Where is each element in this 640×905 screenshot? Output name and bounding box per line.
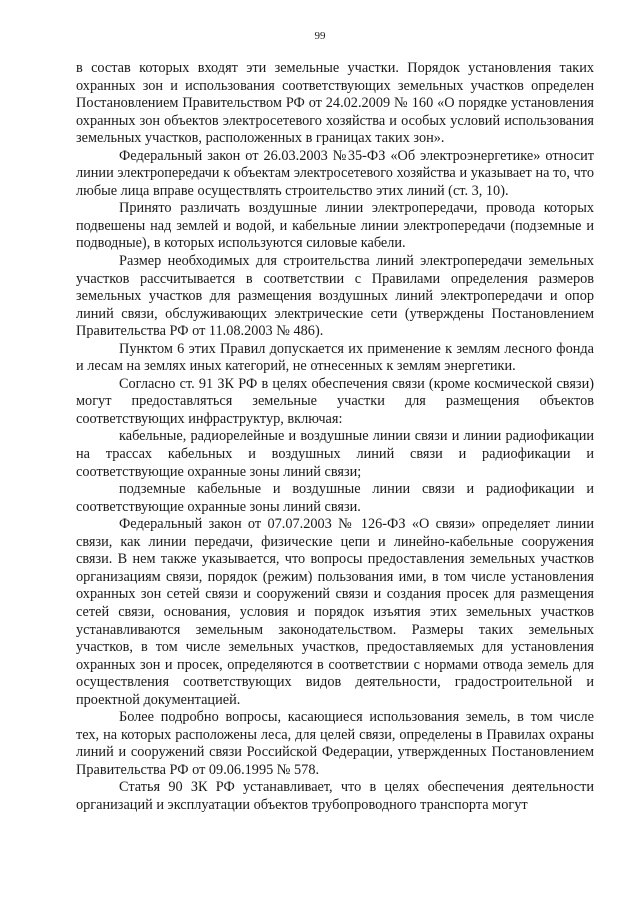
- paragraph-article-91: Согласно ст. 91 ЗК РФ в целях обеспечения связи (кроме космической связи) могут предоставляться земельные участки для размещения объектов соответствующих инфраструктур, включая:: [76, 375, 594, 427]
- paragraph-protection-rules: Более подробно вопросы, касающиеся использования земель, в том числе тех, на которых расположены леса, для целей связи, определены в Правилах охраны линий и сооружений связи Российской Федерации, утвержденных Постановлением Правительства РФ от 09.06.1995 № 578.: [76, 709, 594, 778]
- paragraph-line-types: Принято различать воздушные линии электропередачи, провода которых подвешены над землей и водой, и кабельные линии электропередачи (подземные и подводные), в которых используются силовые кабели.: [76, 200, 594, 252]
- page-number: 99: [314, 30, 326, 42]
- paragraph-underground-lines: подземные кабельные и воздушные линии связи и радиофикации и соответствующие охранные зоны линий связи.: [76, 481, 594, 515]
- paragraph-communications-law: Федеральный закон от 07.07.2003 № 126-ФЗ «О связи» определяет линии связи, как линии передачи, физические цепи и линейно-кабельные сооружения связи. В нем также указывается, что вопросы предоставления земельных участков организациям связи, порядок (режим) пользования ими, в том числе установления охранных зон сетей связи и сооружений связи и создания просек для размещения сетей связи, основания, условия и порядок изъятия этих земельных участков устанавливаются земельным законодательством. Размеры таких земельных участков, в том числе земельных участков, предоставляемых для установления охранных зон и просек, определяются в соответствии с нормами отвода земель для осуществления соответствующих видов деятельности, градостроительной и проектной документацией.: [76, 516, 594, 708]
- page-body: [76, 60, 594, 815]
- paragraph-plot-size-rules: Размер необходимых для строительства линий электропередачи земельных участков рассчитывается в соответствии с Правилами определения размеров земельных участков для размещения воздушных линий электропередачи и опор линий связи, обслуживающих электрические сети (утверждены Постановлением Правительства РФ от 11.08.2003 № 486).: [76, 253, 594, 340]
- paragraph-electroenergy-law: Федеральный закон от 26.03.2003 №35-ФЗ «Об электроэнергетике» относит линии электропередачи к объектам электросетевого хозяйства и указывает на то, что любые лица вправе осуществлять строительство этих линий (ст. 3, 10).: [76, 147, 594, 199]
- paragraph-forest-fund: Пунктом 6 этих Правил допускается их применение к землям лесного фонда и лесам на землях иных категорий, не отнесенных к землям энергетики.: [76, 340, 594, 375]
- paragraph-cable-lines: кабельные, радиорелейные и воздушные линии связи и линии радиофикации на трассах кабельных и воздушных линий связи и радиофикации и соответствующие охранные зоны линий связи;: [76, 428, 594, 480]
- paragraph-article-90: Статья 90 ЗК РФ устанавливает, что в целях обеспечения деятельности организаций и эксплуатации объектов трубопроводного транспорта могут: [76, 779, 594, 813]
- paragraph-continued: в состав которых входят эти земельные участки. Порядок установления таких охранных зон и использования соответствующих земельных участков определен Постановлением Правительством РФ от 24.02.2009 № 160 «О порядке установления охранных зон объектов электросетевого хозяйства и особых условий использования земельных участков, расположенных в границах таких зон».: [76, 60, 594, 147]
